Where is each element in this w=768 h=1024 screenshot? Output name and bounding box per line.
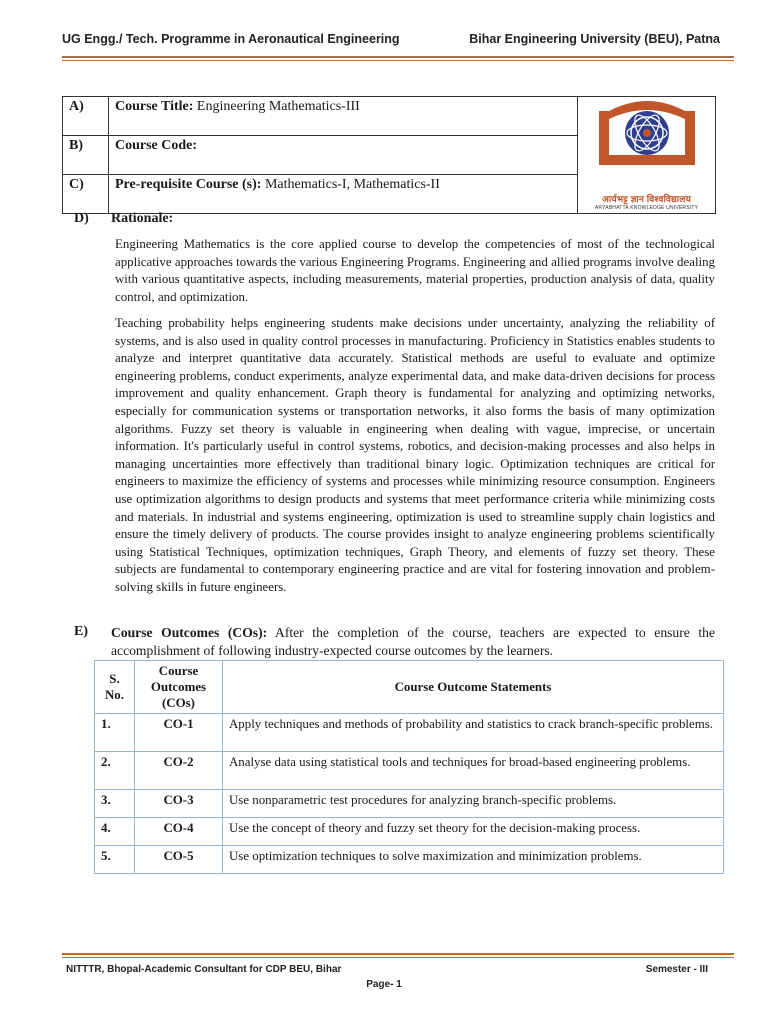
logo-english-text: ARYABHATTA KNOWLEDGE UNIVERSITY bbox=[594, 205, 699, 211]
row-statement: Use the concept of theory and fuzzy set theory for the decision-making process. bbox=[223, 818, 724, 846]
course-title-value: Engineering Mathematics-III bbox=[193, 99, 360, 114]
header-university: Bihar Engineering University (BEU), Patna bbox=[469, 32, 720, 46]
rationale-heading: Rationale: bbox=[111, 211, 174, 226]
footer-consultant: NITTTR, Bhopal-Academic Consultant for CDP BEU, Bihar bbox=[66, 964, 342, 975]
header-rule bbox=[62, 56, 734, 61]
row-co: CO-1 bbox=[135, 714, 223, 752]
table-row bbox=[95, 714, 724, 752]
outcomes-intro-text: After the completion of the course, teachers are expected to ensure the accomplishment of following industry-expected course outcomes by the learners. bbox=[111, 625, 715, 658]
col-co: Course Outcomes (COs) bbox=[135, 661, 223, 714]
info-cell bbox=[109, 175, 578, 214]
outcomes-heading: Course Outcomes (COs): bbox=[111, 625, 268, 640]
row-sno: 5. bbox=[95, 846, 135, 874]
row-co: CO-3 bbox=[135, 790, 223, 818]
col-sno: S. No. bbox=[95, 661, 135, 714]
rationale-paragraph-2: Teaching probability helps engineering students make decisions under uncertainty, analyzing the reliability of systems, and is also used in quality control processes in manufacturing. Proficiency in Statistics enables students to analyze and interpret quantitative data accurately. Statistical methods are useful to evaluate and optimize engineering problems, conduct experiments, analyze experimental data, and make data-driven decisions for process improvement and quality enhancement. Graph theory is fundamental for analyzing and optimizing networks, especially for communication systems or transportation networks, it also forms the basis of many optimization algorithms. Fuzzy set theory is valuable in engineering when dealing with vague, imprecise, or uncertain information. It's particularly useful in control systems, robotics, and decision-making processes and also helps in managing uncertainties more effectively than traditional binary logic. Optimization techniques are critical for engineers to maximize the efficiency of systems and processes while minimizing resource consumption. Engineers use optimization algorithms to design products and systems that meet performance criteria while minimizing costs and materials. In industrial and systems engineering, optimization is used to streamline supply chain logistics and ensure the timely delivery of products. The course provides insight to analyze engineering problems scientifically using Statistical Techniques, optimization techniques, Graph Theory, and elements of fuzzy set theory. These subjects are fundamental to contemporary engineering practice and are vital for fostering innovation and problem-solving skills in future engineers. bbox=[115, 316, 715, 594]
row-co: CO-2 bbox=[135, 752, 223, 790]
table-row bbox=[95, 752, 724, 790]
info-key: Course Title: bbox=[115, 99, 194, 114]
page-footer bbox=[66, 964, 708, 975]
info-label: B) bbox=[63, 136, 109, 175]
row-statement: Use optimization techniques to solve maximization and minimization problems. bbox=[223, 846, 724, 874]
info-cell bbox=[109, 97, 578, 136]
table-row bbox=[95, 818, 724, 846]
row-statement: Analyse data using statistical tools and techniques for broad-based engineering problems. bbox=[223, 752, 724, 790]
co-table-header bbox=[95, 661, 724, 714]
info-cell bbox=[109, 136, 578, 175]
logo-hindi-text: आर्यभट्ट ज्ञान विश्वविद्यालय bbox=[601, 194, 692, 204]
col-statement: Course Outcome Statements bbox=[223, 661, 724, 714]
row-co: CO-5 bbox=[135, 846, 223, 874]
footer-rule bbox=[62, 953, 734, 958]
table-row bbox=[95, 790, 724, 818]
page-number: Page- 1 bbox=[366, 979, 402, 990]
info-key: Pre-requisite Course (s): bbox=[115, 177, 262, 192]
row-co: CO-4 bbox=[135, 818, 223, 846]
row-sno: 2. bbox=[95, 752, 135, 790]
info-key: Course Code: bbox=[115, 138, 198, 153]
info-label: C) bbox=[63, 175, 109, 214]
outcomes-label: E) bbox=[74, 624, 88, 639]
row-statement: Use nonparametric test procedures for analyzing branch-specific problems. bbox=[223, 790, 724, 818]
info-label: A) bbox=[63, 97, 109, 136]
page-header bbox=[62, 32, 720, 46]
course-outcomes-table bbox=[94, 660, 724, 874]
university-logo-icon bbox=[597, 99, 697, 187]
row-sno: 4. bbox=[95, 818, 135, 846]
row-sno: 1. bbox=[95, 714, 135, 752]
course-info-table bbox=[62, 96, 716, 214]
outcomes-intro bbox=[111, 624, 715, 660]
header-programme: UG Engg./ Tech. Programme in Aeronautical Engineering bbox=[62, 32, 400, 46]
footer-semester: Semester - III bbox=[645, 964, 708, 975]
university-logo-cell bbox=[578, 97, 716, 214]
row-sno: 3. bbox=[95, 790, 135, 818]
prereq-value: Mathematics-I, Mathematics-II bbox=[261, 177, 440, 192]
info-row-title bbox=[63, 97, 716, 136]
rationale-paragraph-1: Engineering Mathematics is the core applied course to develop the competencies of most of the technological applicative approaches towards the various Engineering Programs. Engineering and allied programs involve dealing with various quantitative aspects, including measurements, material properties, production analysis of data, quality control, and optimization. bbox=[115, 237, 715, 304]
rationale-label: D) bbox=[74, 211, 89, 226]
table-row bbox=[95, 846, 724, 874]
row-statement: Apply techniques and methods of probability and statistics to crack branch-specific problems. bbox=[223, 714, 724, 752]
